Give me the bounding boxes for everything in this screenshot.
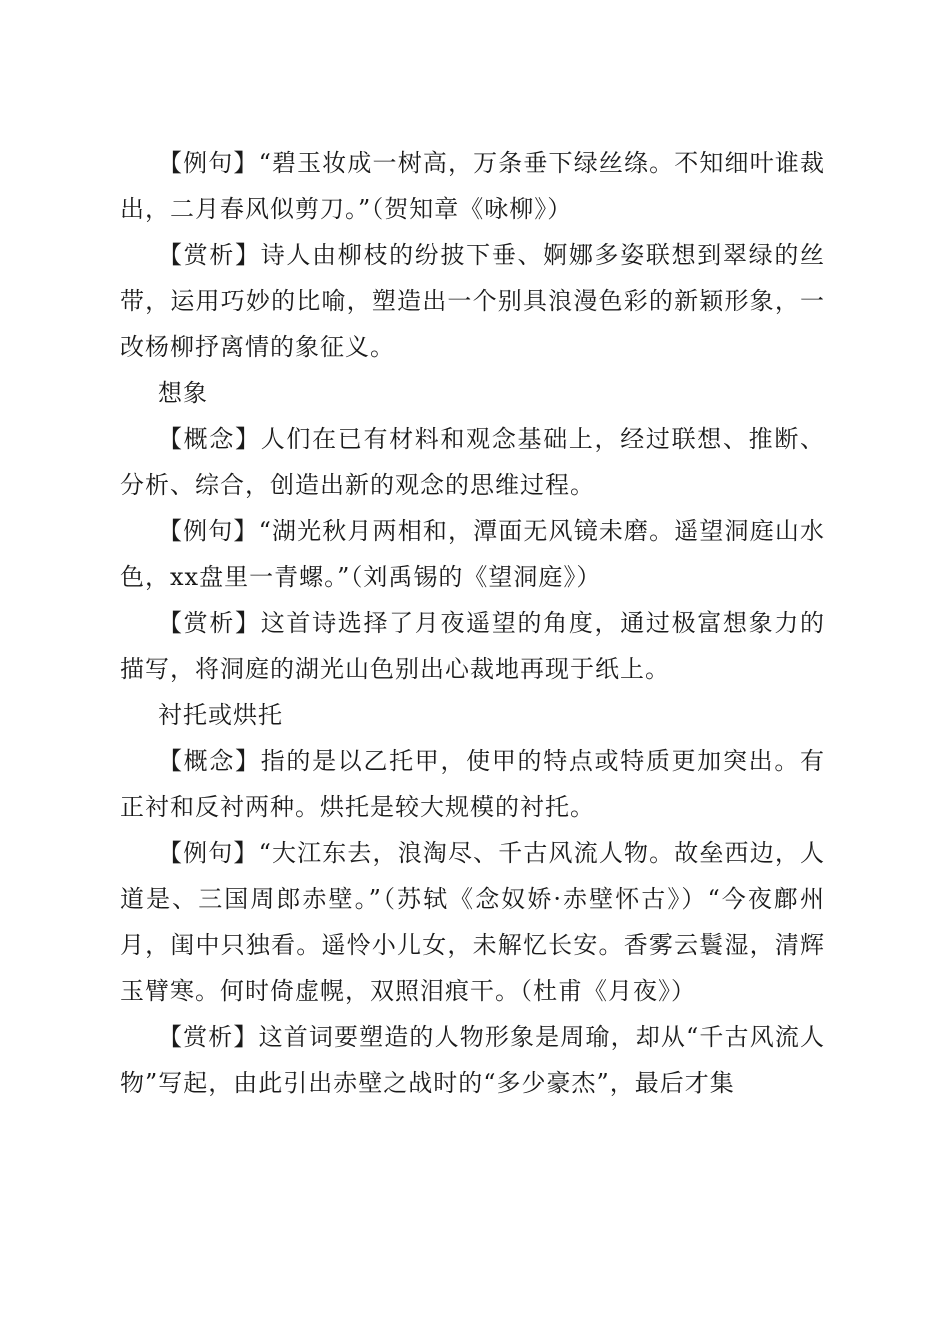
- analysis-dongting: 【赏析】这首诗选择了月夜遥望的角度，通过极富想象力的描写，将洞庭的湖光山色别出心裁地再现于纸上。: [120, 609, 825, 683]
- heading-contrast: 衬托或烘托: [158, 701, 283, 729]
- heading-imagination: 想象: [158, 379, 208, 407]
- example-chibi: 【例句】“大江东去，浪淘尽、千古风流人物。故垒西边，人道是、三国周郎赤壁。”（苏轼《念奴娇·赤壁怀古》）“今夜鄜州月，闺中只独看。遥怜小儿女，未解忆长安。香雾云鬟湿，清辉玉臂寒。何时倚虚幌，双照泪痕干。（杜甫《月夜》）: [120, 839, 825, 1005]
- analysis-chibi: 【赏析】这首词要塑造的人物形象是周瑜，却从“千古风流人物”写起，由此引出赤壁之战时的“多少豪杰”，最后才集: [120, 1023, 825, 1097]
- example-dongting: 【例句】“湖光秋月两相和，潭面无风镜未磨。遥望洞庭山水色，xx盘里一青螺。”（刘禹锡的《望洞庭》）: [120, 517, 825, 591]
- example-willow: 【例句】“碧玉妆成一树高，万条垂下绿丝绦。不知细叶谁裁出，二月春风似剪刀。”（贺知章《咏柳》）: [120, 149, 825, 223]
- concept-imagination: 【概念】人们在已有材料和观念基础上，经过联想、推断、分析、综合，创造出新的观念的思维过程。: [120, 425, 825, 499]
- concept-contrast: 【概念】指的是以乙托甲，使甲的特点或特质更加突出。有正衬和反衬两种。烘托是较大规模的衬托。: [120, 747, 825, 821]
- analysis-willow: 【赏析】诗人由柳枝的纷披下垂、婀娜多姿联想到翠绿的丝带，运用巧妙的比喻，塑造出一个别具浪漫色彩的新颖形象，一改杨柳抒离情的象征义。: [120, 241, 825, 361]
- document-body: [120, 140, 825, 1106]
